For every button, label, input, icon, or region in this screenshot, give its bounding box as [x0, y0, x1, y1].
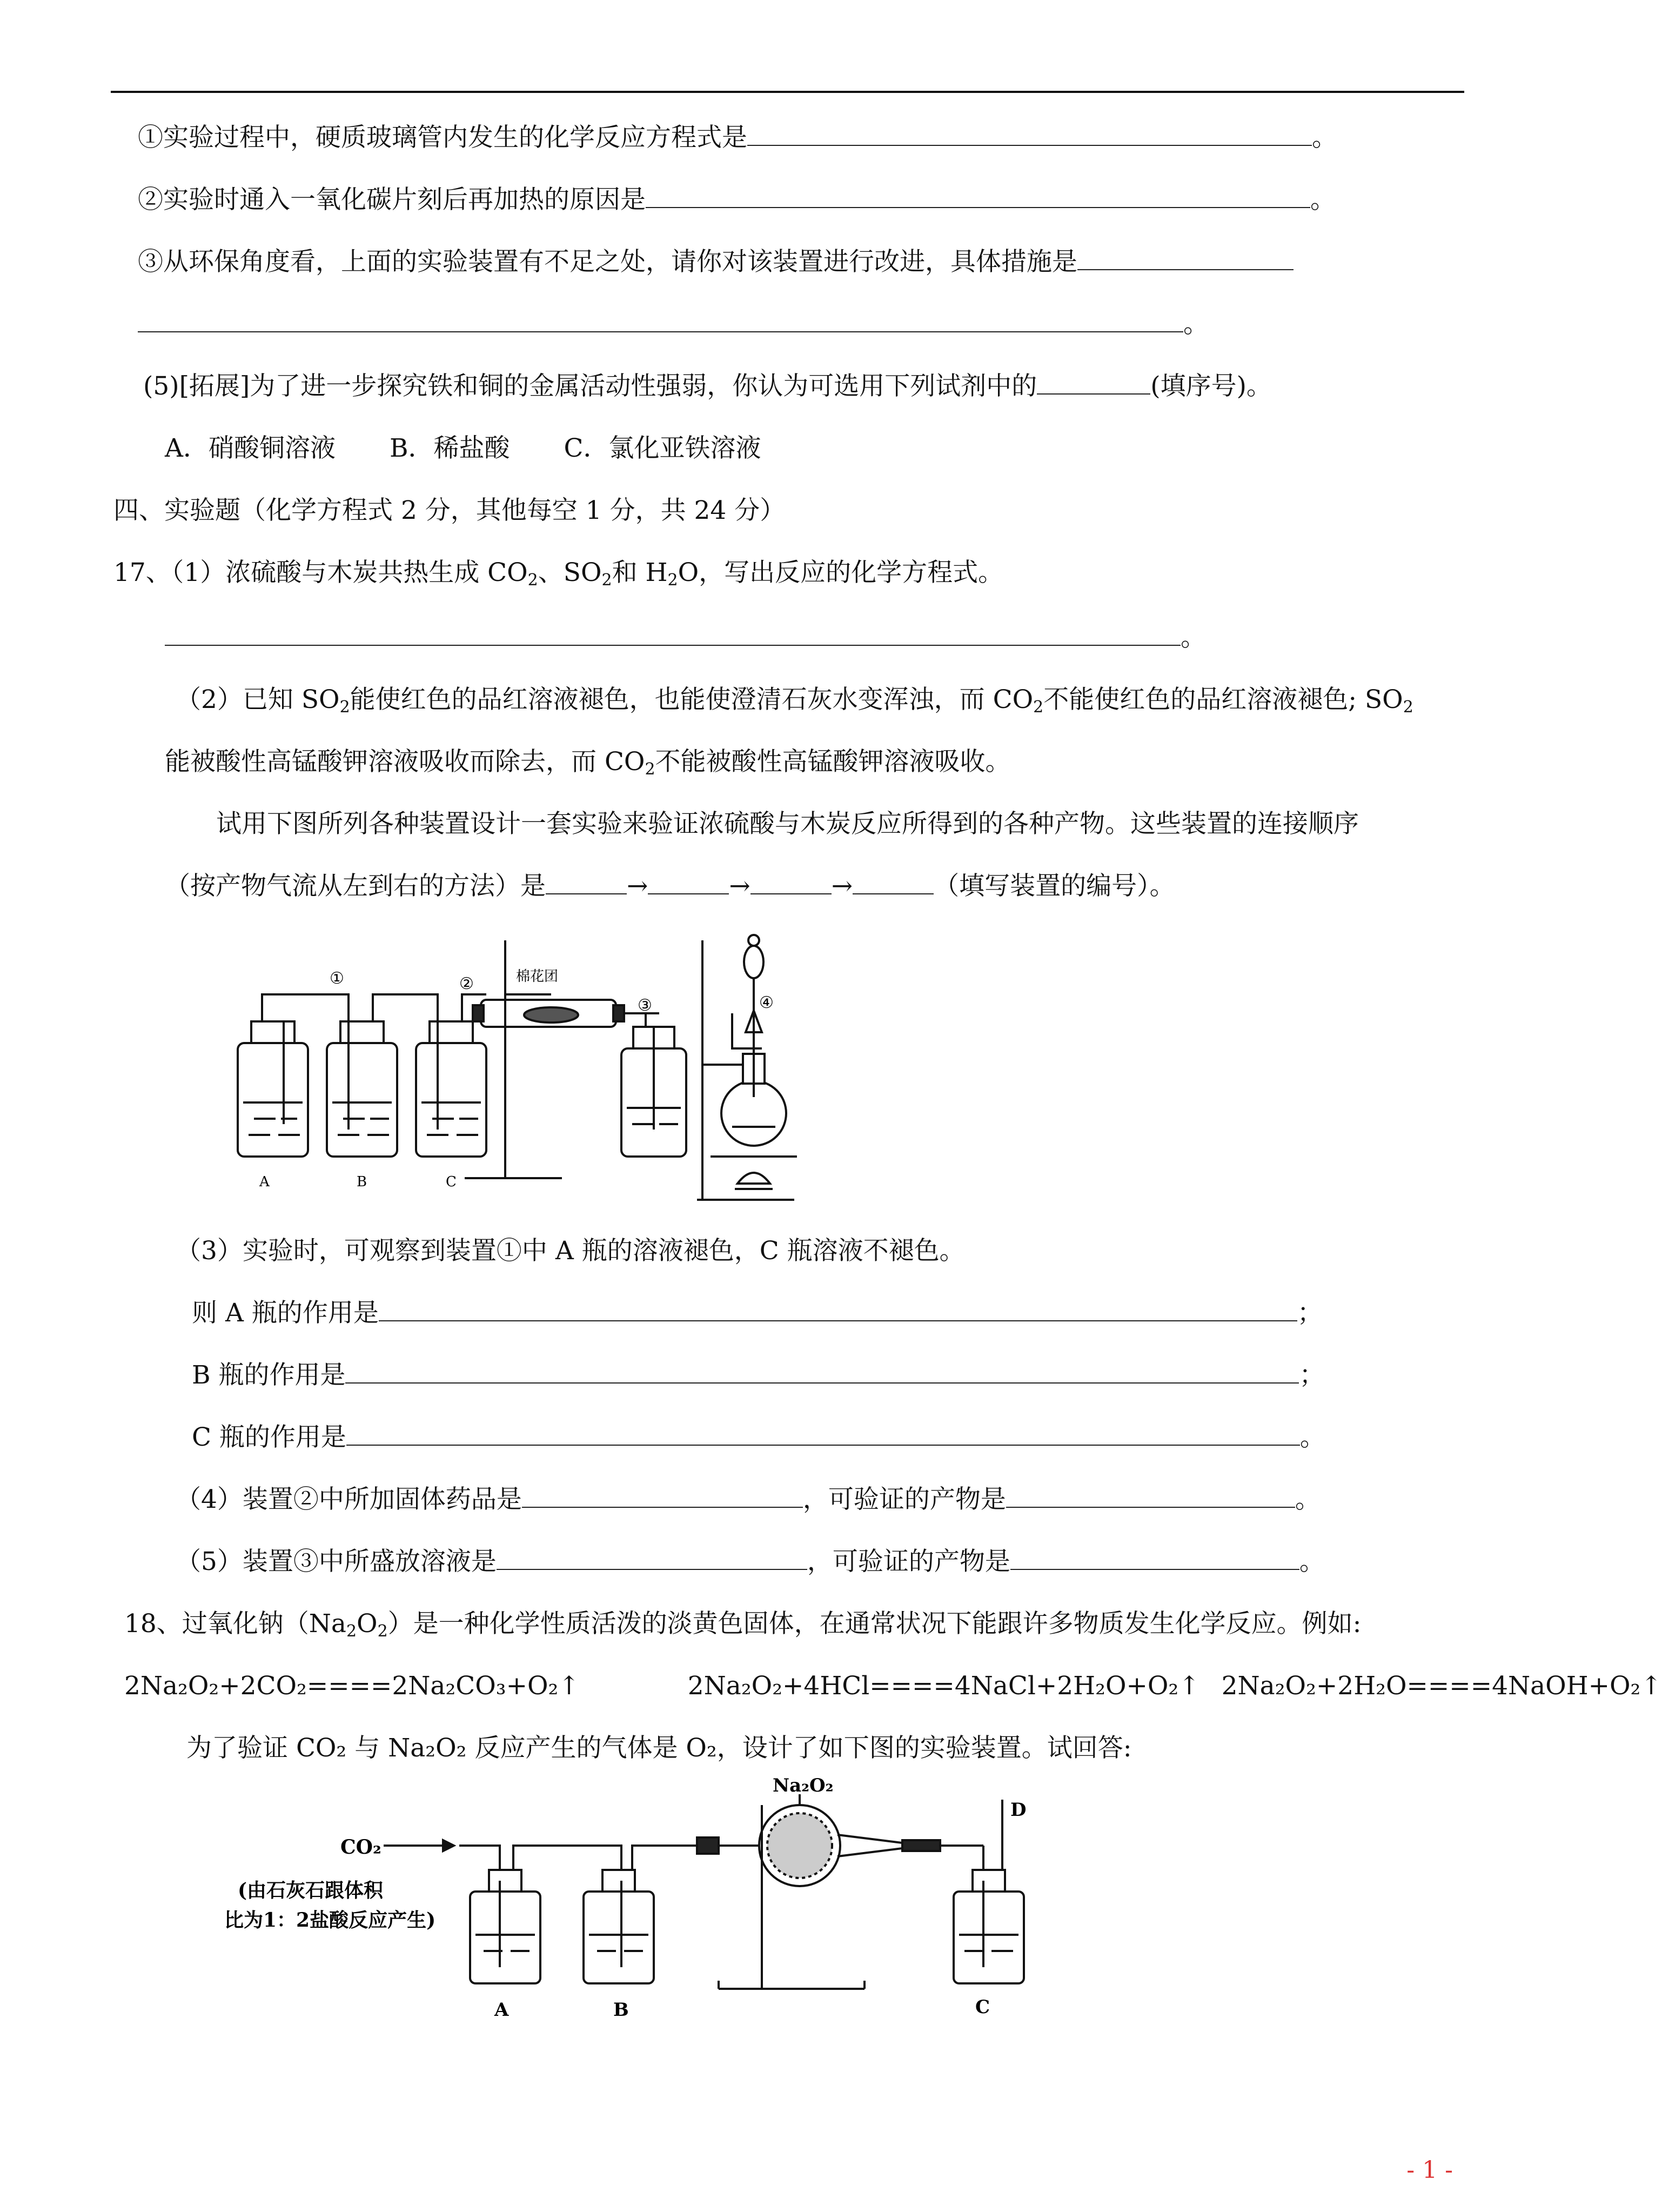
question-line-2: ②实验时通入一氧化碳片刻后再加热的原因是 。: [138, 185, 1336, 215]
equation-2: 2Na₂O₂+4HCl====4NaCl+2H₂O+O₂↑: [687, 1671, 1200, 1701]
question-line-5: (5)[拓展]为了进一步探究铁和铜的金属活动性强弱，你认为可选用下列试剂中的 (填序号)。: [143, 371, 1272, 401]
bottle-b-label: B: [613, 1999, 629, 2021]
answer-blank[interactable]: [648, 872, 729, 894]
q18-intro: 18、过氧化钠$(Na_2O_2)$是一种化学性质活泼的淡黄色固体，在通常状况下能跟许多物质发生化学反应。例如:: [124, 1609, 1362, 1641]
source-note-1: (由石灰石跟体积: [238, 1879, 384, 1902]
answer-blank[interactable]: [646, 185, 1310, 208]
section-heading: 四、实验题（化学方程式 2 分，其他每空 1 分，共 24 分）: [113, 496, 786, 525]
label-4: ④: [759, 993, 774, 1012]
options-line: [165, 432, 761, 465]
q17-part4: （4）装置②中所加固体药品是 ，可验证的产物是 。: [176, 1485, 1321, 1514]
apparatus-figure-2: [205, 1773, 1070, 2043]
q17-part2-cont: 能被酸性高锰酸钾溶液吸收而除去，而 $CO_2$不能被酸性高锰酸钾溶液吸收。: [165, 747, 1011, 779]
answer-blank[interactable]: [165, 623, 1181, 646]
question-line-3: ③从环保角度看，上面的实验装置有不足之处，请你对该装置进行改进，具体措施是: [138, 246, 1294, 278]
page-number: - 1 -: [1406, 2156, 1453, 2184]
bottle-a-label: A: [259, 1174, 270, 1190]
co2-label: CO₂: [340, 1836, 381, 1859]
q17-part3: （3）实验时，可观察到装置①中 A 瓶的溶液褪色，C 瓶溶液不褪色。: [176, 1236, 965, 1266]
na2o2-label: Na₂O₂: [773, 1775, 834, 1796]
wash-bottle-b: [584, 1846, 705, 1983]
source-note-2: 比为1：2盐酸反应产生): [224, 1909, 436, 1932]
equation-3: 2Na₂O₂+2H₂O====4NaOH+O₂↑: [1221, 1671, 1662, 1701]
answer-blank[interactable]: [1010, 1547, 1299, 1570]
q17-part3c: C 瓶的作用是 。: [192, 1422, 1325, 1452]
question-line-3-cont: 。: [138, 308, 1209, 340]
answer-blank[interactable]: [379, 1299, 1297, 1321]
option-c[interactable]: C．氯化亚铁溶液: [564, 433, 761, 463]
bottle-b: [327, 994, 424, 1157]
bottle-c-label: C: [975, 1996, 990, 2018]
q17-part1-answer: 。: [165, 622, 1206, 654]
option-a[interactable]: A．硝酸铜溶液: [165, 433, 336, 463]
answer-blank[interactable]: [546, 872, 627, 894]
bottle-b-label: B: [357, 1174, 367, 1190]
answer-blank[interactable]: [750, 872, 832, 894]
answer-blank[interactable]: [853, 872, 934, 894]
apparatus-figure-1: [227, 919, 1037, 1211]
bottle-c-label: C: [446, 1174, 457, 1190]
answer-blank[interactable]: [522, 1485, 803, 1508]
q17-part5: （5）装置③中所盛放溶液是 ，可验证的产物是 。: [176, 1547, 1325, 1576]
q17-part3a: 则 A 瓶的作用是 ；: [192, 1298, 1323, 1328]
d-label: D: [1010, 1799, 1027, 1821]
answer-blank[interactable]: [1037, 372, 1150, 395]
option-b[interactable]: B．稀盐酸: [389, 433, 510, 463]
label-2: ②: [459, 974, 474, 993]
answer-blank[interactable]: [1006, 1485, 1295, 1508]
q17-part2-instructions: 试用下图所列各种装置设计一套实验来验证浓硫酸与木炭反应所得到的各种产物。这些装置的连接顺序: [216, 809, 1359, 839]
answer-blank[interactable]: [1077, 248, 1294, 270]
answer-blank[interactable]: [138, 310, 1183, 332]
na2o2-tube: [697, 1794, 983, 1989]
q17-part3b: B 瓶的作用是 ；: [192, 1360, 1325, 1390]
question-line-1: ①实验过程中，硬质玻璃管内发生的化学反应方程式是 。: [138, 123, 1337, 152]
label-3: ③: [638, 996, 652, 1015]
answer-blank[interactable]: [497, 1547, 807, 1570]
answer-blank[interactable]: [346, 1423, 1300, 1446]
q17-part1: 17、（1）浓硫酸与木炭共热生成 $CO_2$、$SO_2$和 $H_2O$，写出反应的化学方程式。: [113, 558, 1004, 590]
q17-part2-order: （按产物气流从左到右的方法）是 → → → （填写装置的编号）。: [165, 871, 1175, 901]
label-1: ①: [330, 969, 344, 988]
q18-equations: [124, 1670, 1662, 1702]
bottle-a: [238, 994, 335, 1157]
collect-bottle-c: [954, 1799, 1027, 1983]
flask-4: [697, 935, 797, 1200]
bottle-3: [621, 1013, 686, 1157]
top-rule: [111, 91, 1464, 93]
answer-blank[interactable]: [747, 123, 1312, 146]
cotton-label: 棉花团: [516, 968, 559, 985]
equation-1: 2Na₂O₂+2CO₂====2Na₂CO₃+O₂↑: [124, 1671, 580, 1701]
answer-blank[interactable]: [345, 1361, 1299, 1384]
q18-setup: 为了验证 CO₂ 与 Na₂O₂ 反应产生的气体是 O₂，设计了如下图的实验装置。试回答:: [186, 1733, 1132, 1763]
q17-part2: （2）已知 $SO_2$能使红色的品红溶液褪色，也能使澄清石灰水变浑浊，而 $CO_2$不能使红色的品红溶液褪色; $SO_2$: [176, 685, 1413, 717]
bottle-a-label: A: [494, 1999, 509, 2021]
